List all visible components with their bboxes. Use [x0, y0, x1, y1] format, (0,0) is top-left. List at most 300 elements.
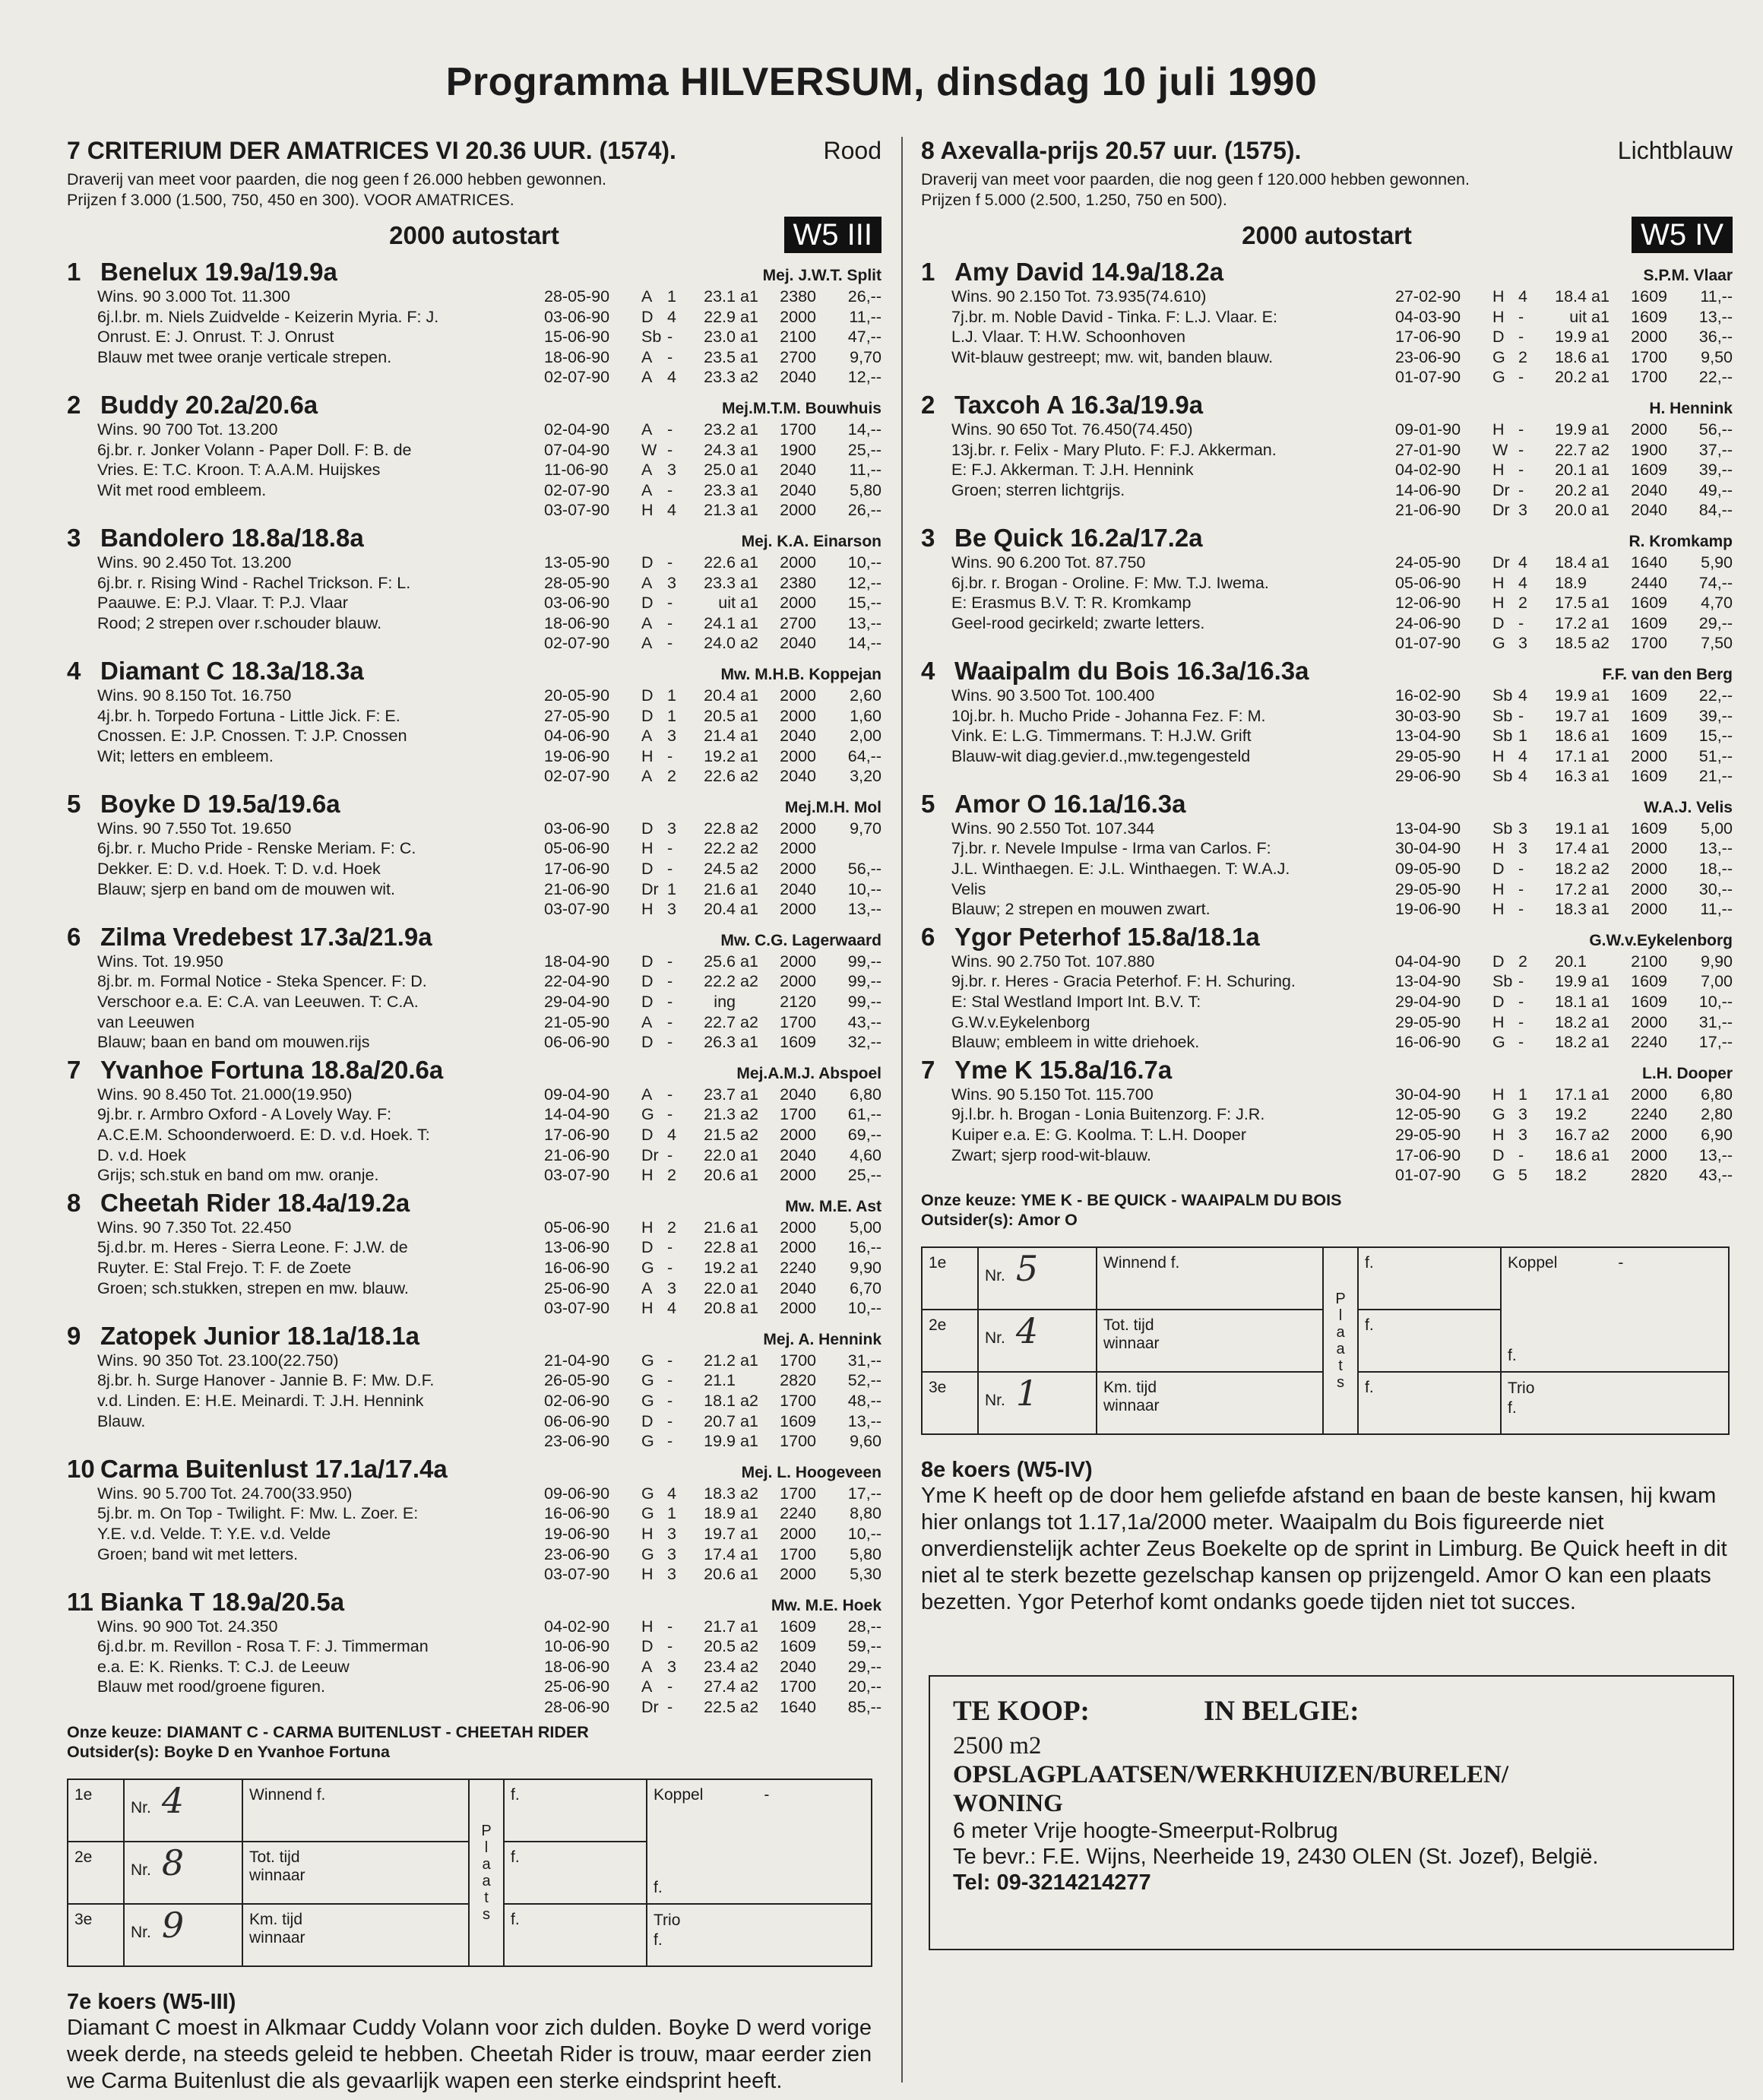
result-position: 3 [667, 1544, 676, 1563]
result-date: 30-04-90 [1395, 1085, 1461, 1104]
result-row [1395, 420, 1733, 440]
result-position: - [667, 480, 673, 499]
result-row [544, 726, 882, 746]
result-time: 22.2 [704, 839, 736, 858]
result-position: - [1518, 307, 1524, 326]
result-prize: 11,-- [849, 461, 882, 480]
result-date: 26-05-90 [544, 1371, 610, 1390]
distance-row [921, 215, 1733, 253]
race-7-column [67, 137, 882, 2095]
result-time: 22.6 [704, 767, 736, 786]
result-time: 20.5 [704, 706, 736, 725]
plaats-letter: t [1338, 1357, 1343, 1374]
result-distance: 2040 [780, 461, 816, 480]
horse-number: 9 [67, 1321, 81, 1350]
bet-place: 3e [922, 1372, 978, 1434]
result-prize: 30,-- [1698, 879, 1733, 898]
horse-trainer: H. Hennink [1649, 399, 1733, 417]
result-time: 17.4 [1555, 839, 1587, 858]
horse-results [1395, 420, 1733, 521]
horse-info [67, 819, 416, 920]
result-date: 24-06-90 [1395, 613, 1461, 632]
result-time: 18.4 [1555, 553, 1587, 572]
horse-results [544, 819, 882, 920]
result-position: 3 [1518, 1126, 1527, 1144]
ad-location: IN BELGIE: [1204, 1696, 1359, 1727]
result-time: 17.5 [1555, 594, 1587, 613]
horse-info [921, 287, 1277, 388]
bet-f: f. [1358, 1372, 1501, 1434]
result-distance: 2440 [1631, 573, 1667, 592]
bet-extra [1501, 1247, 1729, 1310]
horse-number: 1 [67, 258, 81, 286]
horse-trainer: W.A.J. Velis [1644, 798, 1733, 816]
result-position: 4 [1518, 686, 1527, 705]
result-date: 04-03-90 [1395, 307, 1461, 326]
horse-info-line: 9j.l.br. h. Brogan - Lonia Buitenzorg. F: J.R. [951, 1105, 1265, 1124]
result-start: a1 [740, 1033, 758, 1052]
result-prize: 10,-- [847, 1524, 882, 1543]
horse-name-line [921, 391, 1203, 420]
trio-f: f. [1508, 1398, 1517, 1417]
result-time: 27.4 [704, 1677, 736, 1696]
result-position: - [667, 1012, 673, 1031]
bet-row [68, 1779, 872, 1842]
result-track: Sb [1492, 819, 1513, 838]
horse-number: 6 [67, 922, 81, 951]
result-distance: 2040 [780, 1278, 816, 1297]
result-prize: 32,-- [847, 1033, 882, 1052]
bet-f: f. [504, 1842, 647, 1904]
result-distance: 2000 [1631, 1012, 1667, 1031]
result-start: a1 [1591, 746, 1609, 765]
result-prize: 18,-- [1698, 860, 1733, 879]
bet-f: f. [1358, 1310, 1501, 1372]
bet-number-cell [124, 1842, 242, 1904]
race-distance: 2000 autostart [1242, 221, 1412, 249]
result-distance: 2040 [780, 727, 816, 746]
horse-header [67, 1189, 882, 1218]
result-track: G [641, 1351, 654, 1370]
result-date: 21-05-90 [544, 1012, 610, 1031]
horse-header [67, 790, 882, 819]
result-position: - [667, 1698, 673, 1717]
horse-header [67, 258, 882, 287]
result-start: a1 [1591, 501, 1609, 520]
result-start: a1 [740, 1238, 758, 1257]
trio-f: f. [654, 1931, 663, 1949]
result-track: D [641, 1126, 654, 1144]
bet-place: 1e [68, 1779, 124, 1842]
result-start: a1 [740, 1432, 758, 1451]
horse-trainer: L.H. Dooper [1642, 1064, 1733, 1082]
result-row [544, 420, 882, 440]
result-time: 22.7 [704, 1012, 736, 1031]
result-start [1587, 573, 1622, 594]
result-distance: 2000 [1631, 1085, 1667, 1104]
result-row [544, 686, 882, 706]
result-date: 04-04-90 [1395, 952, 1461, 971]
result-track: D [1492, 860, 1505, 879]
result-distance: 2000 [780, 1524, 816, 1543]
result-prize: 6,80 [1701, 1085, 1733, 1104]
result-distance: 1609 [1631, 819, 1667, 838]
result-time: 18.1 [704, 1391, 736, 1410]
result-row [544, 766, 882, 787]
horse-results [544, 952, 882, 1053]
result-distance: 2240 [1631, 1105, 1667, 1124]
horse-info [67, 1617, 429, 1718]
plaats-letter: a [1336, 1323, 1345, 1341]
result-position: - [667, 972, 673, 991]
result-distance: 1609 [1631, 307, 1667, 326]
result-date: 01-07-90 [1395, 1166, 1461, 1185]
bet-nr-label: Nr. [131, 1861, 151, 1879]
result-row [1395, 327, 1733, 347]
result-distance: 2000 [1631, 860, 1667, 879]
result-time: 23.3 [704, 368, 736, 387]
result-track: A [641, 287, 653, 306]
result-distance: 2000 [1631, 746, 1667, 765]
horse-info-line: Wit-blauw gestreept; mw. wit, banden blauw. [951, 347, 1274, 366]
result-row [544, 1237, 882, 1258]
result-start: a1 [1591, 594, 1609, 613]
horse-trainer: Mw. M.E. Ast [785, 1197, 882, 1215]
result-track: G [641, 1544, 654, 1563]
result-position: - [1518, 860, 1524, 879]
result-start [736, 992, 771, 1012]
result-date: 09-04-90 [544, 1085, 610, 1104]
horse-trainer: Mej. J.W.T. Split [762, 267, 882, 284]
result-start [1587, 952, 1622, 972]
result-track: A [641, 368, 653, 387]
horse-info-line: 10j.br. h. Mucho Pride - Johanna Fez. F: M. [951, 706, 1266, 725]
horse-header [921, 524, 1733, 553]
result-position: 4 [1518, 553, 1527, 572]
horse-trainer: R. Kromkamp [1628, 532, 1733, 550]
result-row [1395, 480, 1733, 501]
result-date: 09-05-90 [1395, 860, 1461, 879]
result-time: 20.4 [704, 686, 736, 705]
result-position: - [667, 440, 673, 459]
result-track: H [1492, 594, 1505, 613]
result-date: 29-05-90 [1395, 746, 1461, 765]
result-track: D [641, 307, 654, 326]
result-start: a1 [1591, 287, 1609, 306]
result-distance: 2000 [1631, 1145, 1667, 1164]
result-row [1395, 879, 1733, 900]
horse-entry [67, 790, 882, 920]
result-distance: 1900 [1631, 440, 1667, 459]
horse-info-line: Groen; sterren lichtgrijs. [951, 480, 1125, 499]
result-prize: 9,90 [1701, 952, 1733, 971]
horse-body [67, 1617, 882, 1718]
result-date: 13-05-90 [544, 553, 610, 572]
horse-info [67, 553, 410, 654]
result-row [544, 1104, 882, 1125]
result-prize: 9,90 [850, 1258, 882, 1277]
result-track: A [641, 461, 653, 480]
plaats-column [1323, 1247, 1358, 1434]
result-row [544, 859, 882, 879]
result-start: a2 [740, 634, 758, 653]
result-row [544, 1278, 882, 1299]
result-date: 29-05-90 [1395, 1126, 1461, 1144]
horse-trainer: Mw. C.G. Lagerwaard [720, 931, 882, 949]
horse-info-line: Wins. 90 650 Tot. 76.450(74.450) [951, 420, 1193, 439]
plaats-letter: s [483, 1905, 490, 1923]
result-distance: 2240 [780, 1258, 816, 1277]
bet-time-label: Tot. tijd [1103, 1316, 1154, 1334]
result-prize: 25,-- [847, 1166, 882, 1185]
horse-entry [921, 524, 1733, 654]
result-date: 09-01-90 [1395, 420, 1461, 439]
bet-place: 2e [68, 1842, 124, 1904]
result-start: a1 [1591, 347, 1609, 366]
result-date: 30-04-90 [1395, 839, 1461, 858]
horse-info-line: Wins. 90 3.500 Tot. 100.400 [951, 686, 1155, 705]
result-distance: 1700 [780, 1012, 816, 1031]
result-distance: 1900 [780, 440, 816, 459]
horse-info-line: Blauw. [97, 1411, 146, 1430]
result-row [544, 307, 882, 328]
horse-entry [67, 1322, 882, 1452]
result-position: - [667, 1411, 673, 1430]
bet-desc [1097, 1372, 1323, 1434]
result-row [1395, 1145, 1733, 1166]
result-prize: 29,-- [847, 1657, 882, 1676]
horse-results [544, 1351, 882, 1452]
result-start: a1 [740, 1085, 758, 1104]
result-distance: 2000 [780, 686, 816, 705]
result-track: H [641, 1218, 654, 1237]
result-start: a2 [1591, 440, 1609, 459]
result-date: 05-06-90 [1395, 573, 1461, 592]
result-time: 22.9 [704, 307, 736, 326]
result-time: 19.9 [1555, 420, 1587, 439]
result-track: A [641, 613, 653, 632]
result-date: 09-06-90 [544, 1484, 610, 1503]
horse-info-line: Verschoor e.a. E: C.A. van Leeuwen. T: C.A. [97, 993, 419, 1012]
result-start: a1 [1591, 879, 1609, 898]
horse-info-line: 5j.br. m. On Top - Twilight. F: Mw. L. Zoer. E: [97, 1504, 419, 1523]
result-date: 28-05-90 [544, 573, 610, 592]
result-time: 23.2 [704, 420, 736, 439]
result-start: a2 [1591, 634, 1609, 653]
result-prize: 64,-- [847, 746, 882, 765]
result-row [1395, 287, 1733, 307]
result-prize: 10,-- [847, 1299, 882, 1318]
bet-desc [242, 1842, 469, 1904]
result-date: 29-05-90 [1395, 1012, 1461, 1031]
bet-row [922, 1247, 1729, 1310]
result-row [544, 1145, 882, 1166]
result-position: 4 [667, 1299, 676, 1318]
result-track: G [641, 1371, 654, 1390]
result-prize: 21,-- [1698, 767, 1733, 786]
result-date: 05-06-90 [544, 839, 610, 858]
result-row [1395, 726, 1733, 746]
result-row [544, 1165, 882, 1186]
horse-entry [67, 923, 882, 1053]
result-position: - [667, 860, 673, 879]
result-track: H [1492, 420, 1505, 439]
horse-name-line [921, 524, 1203, 553]
result-time: 18.9 [1555, 573, 1587, 592]
result-start: a1 [1591, 706, 1609, 725]
horse-number: 2 [67, 390, 81, 419]
koppel-dash: - [1618, 1253, 1624, 1272]
result-track: A [641, 420, 653, 439]
result-start: a2 [1591, 1126, 1609, 1144]
result-row [1395, 899, 1733, 920]
result-distance: 2380 [780, 573, 816, 592]
result-position: - [1518, 440, 1524, 459]
result-date: 29-06-90 [1395, 767, 1461, 786]
result-track: D [1492, 952, 1505, 971]
horse-body [67, 287, 882, 388]
result-prize: 48,-- [847, 1391, 882, 1410]
result-track: G [1492, 1033, 1505, 1052]
result-track: A [641, 573, 653, 592]
result-time: 18.9 [704, 1504, 736, 1523]
result-row [544, 480, 882, 501]
horse-info-line: G.W.v.Eykelenborg [951, 1012, 1090, 1031]
result-position: 1 [1518, 1085, 1527, 1104]
result-time: 17.1 [1555, 1085, 1587, 1104]
result-date: 13-04-90 [1395, 972, 1461, 991]
horse-results [544, 287, 882, 388]
result-track: D [641, 819, 654, 838]
race-conditions [67, 169, 882, 211]
result-distance: 2000 [780, 746, 816, 765]
result-start: a1 [740, 420, 758, 439]
horse-name: Amor O 16.1a/16.3a [954, 789, 1186, 818]
bet-extra [1501, 1310, 1729, 1372]
result-prize: 49,-- [1698, 480, 1733, 499]
result-prize: 22,-- [1698, 368, 1733, 387]
horse-name-line [67, 1588, 344, 1617]
result-time: 18.3 [1555, 900, 1587, 919]
result-start: a1 [740, 1544, 758, 1563]
result-row [544, 1085, 882, 1105]
horse-info-line: Vries. E: T.C. Kroon. T: A.A.M. Huijskes [97, 461, 381, 480]
result-position: - [1518, 368, 1524, 387]
result-prize: 99,-- [847, 972, 882, 991]
result-track: G [641, 1391, 654, 1410]
result-date: 07-04-90 [544, 440, 610, 459]
horse-info-line: Geel-rood gecirkeld; zwarte letters. [951, 613, 1205, 632]
result-distance: 1700 [1631, 634, 1667, 653]
horse-info-line: e.a. E: K. Rienks. T: C.J. de Leeuw [97, 1657, 350, 1676]
result-row [544, 1431, 882, 1452]
result-time: 21.6 [704, 879, 736, 898]
result-date: 12-05-90 [1395, 1105, 1461, 1124]
result-distance: 1609 [1631, 767, 1667, 786]
result-distance: 1700 [780, 1105, 816, 1124]
result-row [1395, 766, 1733, 787]
result-date: 18-06-90 [544, 1657, 610, 1676]
result-prize: 1,60 [850, 706, 882, 725]
result-row [1395, 1165, 1733, 1186]
horse-info [67, 420, 412, 521]
result-distance: 1700 [780, 420, 816, 439]
horse-trainer: S.P.M. Vlaar [1643, 267, 1733, 284]
result-date: 21-06-90 [544, 879, 610, 898]
result-date: 30-03-90 [1395, 706, 1461, 725]
horse-info-line: Wins. 90 700 Tot. 13.200 [97, 420, 278, 439]
result-position: 4 [667, 307, 676, 326]
result-start: a2 [740, 819, 758, 838]
horse-entry [921, 923, 1733, 1053]
horse-info-line: Wins. 90 2.750 Tot. 107.880 [951, 952, 1155, 971]
horse-name: Benelux 19.9a/19.9a [100, 258, 337, 286]
result-date: 16-06-90 [544, 1504, 610, 1523]
bet-form-table [921, 1246, 1730, 1435]
result-time: 20.5 [704, 1637, 736, 1656]
result-row [544, 1351, 882, 1371]
result-start: a1 [740, 1166, 758, 1185]
horse-number: 4 [921, 656, 935, 685]
result-time: 18.1 [1555, 993, 1587, 1012]
bet-time-label-2: winnaar [1103, 1334, 1160, 1352]
result-start: a1 [1591, 307, 1609, 326]
result-time: 21.2 [704, 1351, 736, 1370]
horse-results [1395, 1085, 1733, 1186]
horse-entry [67, 1056, 882, 1186]
result-start: a1 [740, 307, 758, 326]
bet-extra [647, 1779, 872, 1842]
result-date: 29-05-90 [1395, 879, 1461, 898]
result-track: D [641, 993, 654, 1012]
result-time: 26.3 [704, 1033, 736, 1052]
horse-info [67, 952, 427, 1053]
result-date: 17-06-90 [1395, 1145, 1461, 1164]
result-time: 18.4 [1555, 287, 1587, 306]
result-start: a1 [740, 440, 758, 459]
result-date: 27-05-90 [544, 706, 610, 725]
bet-place: 2e [922, 1310, 978, 1372]
result-row [1395, 633, 1733, 654]
horse-body [67, 1351, 882, 1452]
result-distance: 2120 [780, 993, 816, 1012]
handwritten-number: 9 [161, 1904, 185, 1946]
result-track: H [641, 900, 654, 919]
result-distance: 1700 [1631, 347, 1667, 366]
result-distance: 2000 [780, 594, 816, 613]
result-position: - [1518, 1145, 1524, 1164]
horse-header [921, 790, 1733, 819]
horse-entry [921, 258, 1733, 388]
horse-number: 4 [67, 656, 81, 685]
result-start: a1 [1591, 1085, 1609, 1104]
result-date: 21-06-90 [544, 1145, 610, 1164]
result-time: 23.1 [704, 287, 736, 306]
horse-info-line: Wins. 90 6.200 Tot. 87.750 [951, 553, 1146, 572]
result-position: - [667, 1432, 673, 1451]
result-date: 16-02-90 [1395, 686, 1461, 705]
result-date: 21-04-90 [544, 1351, 610, 1370]
result-date: 12-06-90 [1395, 594, 1461, 613]
result-position: - [667, 746, 673, 765]
trio-label: Trio [654, 1911, 681, 1929]
result-position: 3 [667, 727, 676, 746]
result-prize: 36,-- [1698, 328, 1733, 347]
result-position: 1 [1518, 727, 1527, 746]
horse-results [544, 1218, 882, 1319]
result-distance: 1609 [1631, 613, 1667, 632]
horse-info [67, 686, 407, 787]
